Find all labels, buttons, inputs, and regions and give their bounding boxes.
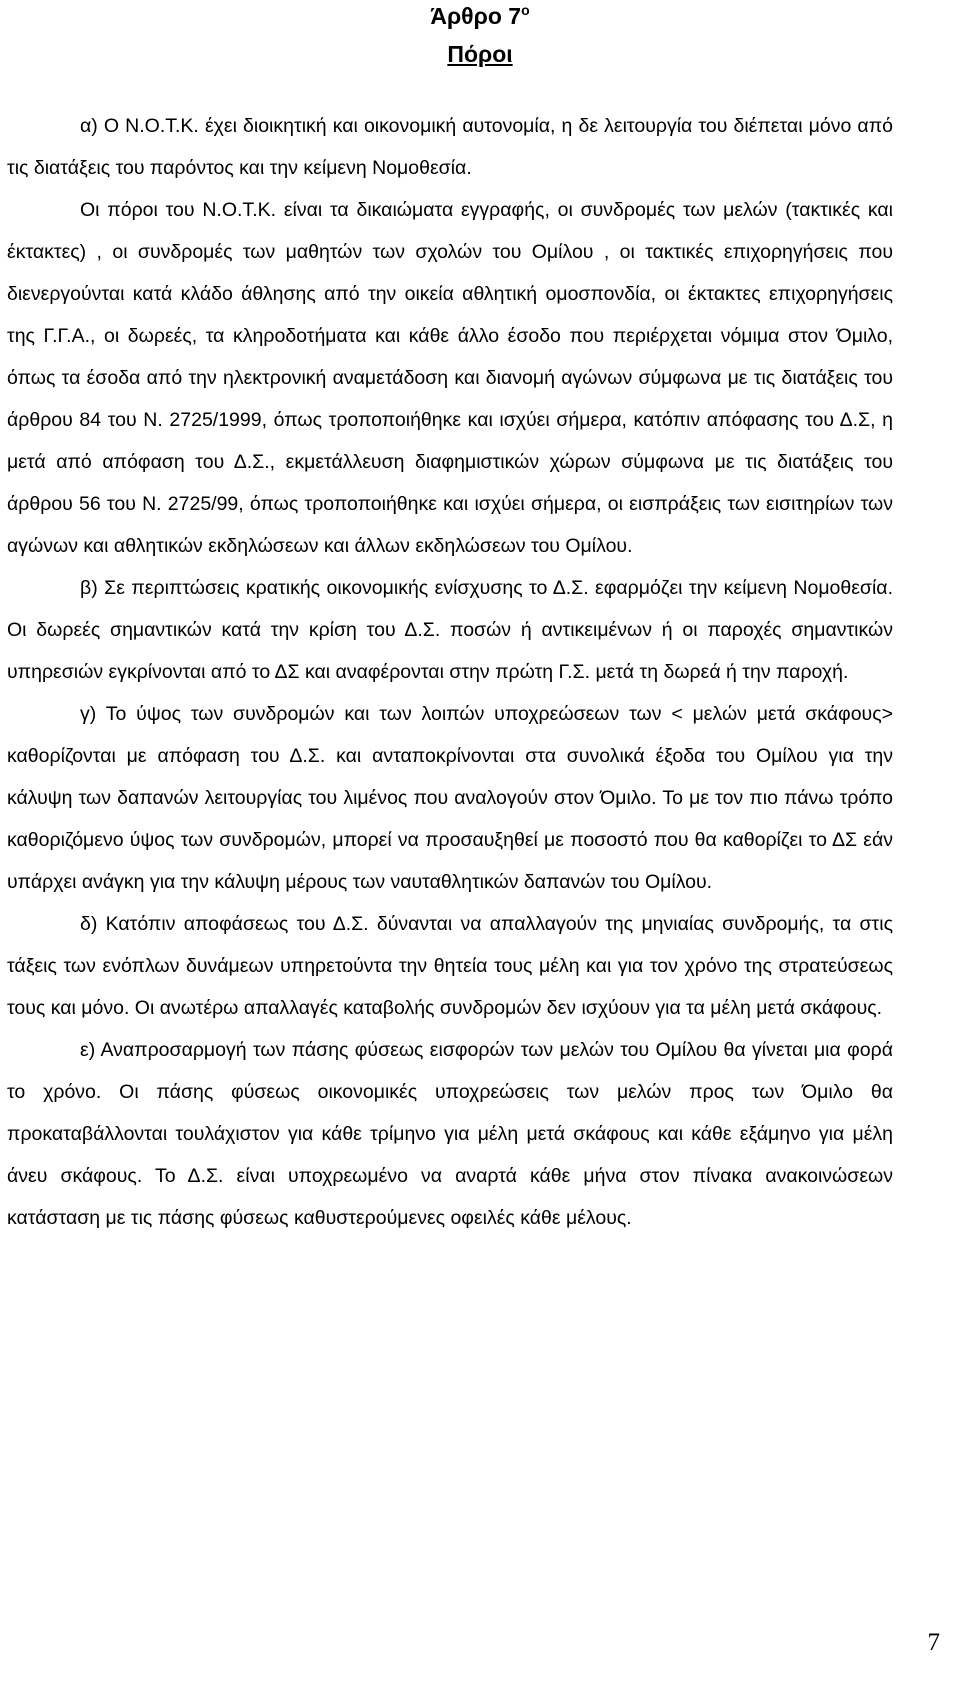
- paragraph-a: α) Ο Ν.Ο.Τ.Κ. έχει διοικητική και οικονομική αυτονομία, η δε λειτουργία του διέπεται μόνο από τις διατάξεις του παρόντος και την κείμενη Νομοθεσία.: [7, 115, 893, 179]
- paragraph-resources: Οι πόροι του Ν.Ο.Τ.Κ. είναι τα δικαιώματα εγγραφής, οι συνδρομές των μελών (τακτικές και έκτακτες) , οι συνδρομές των μαθητών των σχολών του Ομίλου , οι τακτικές επιχορηγήσεις που διενεργούνται κατά κλάδο άθλησης από την οικεία αθλητική ομοσπονδία, οι έκτακτες επιχορηγήσεις της Γ.Γ.Α., οι δωρεές, τα κληροδοτήματα και κάθε άλλο έσοδο που περιέρχεται νόμιμα στον Όμιλο, όπως τα έσοδα από την ηλεκτρονική αναμετάδοση και διανομή αγώνων σύμφωνα με τις διατάξεις του άρθρου 84 του Ν. 2725/1999, όπως τροποποιήθηκε και ισχύει σήμερα, κατόπιν απόφασης του Δ.Σ, η μετά από απόφαση του Δ.Σ., εκμετάλλευση διαφημιστικών χώρων σύμφωνα με τις διατάξεις του άρθρου 56 του Ν. 2725/99, όπως τροποποιήθηκε και ισχύει σήμερα, οι εισπράξεις των εισιτηρίων των αγώνων και αθλητικών εκδηλώσεων και άλλων εκδηλώσεων του Ομίλου.: [7, 199, 893, 557]
- article-title-superscript: ο: [521, 2, 530, 18]
- article-body: [7, 105, 893, 1239]
- page-number: 7: [927, 1629, 940, 1656]
- paragraph-e: ε) Αναπροσαρμογή των πάσης φύσεως εισφορών των μελών του Ομίλου θα γίνεται μια φορά το χρόνο. Οι πάσης φύσεως οικονομικές υποχρεώσεις των μελών προς των Όμιλο θα προκαταβάλλονται τουλάχιστον για κάθε τρίμηνο για μέλη μετά σκάφους και κάθε εξάμηνο για μέλη άνευ σκάφους. Το Δ.Σ. είναι υποχρεωμένο να αναρτά κάθε μήνα στον πίνακα ανακοινώσεων κατάσταση με τις πάσης φύσεως καθυστερούμενες οφειλές κάθε μέλους.: [7, 1039, 893, 1229]
- paragraph-b: β) Σε περιπτώσεις κρατικής οικονομικής ενίσχυσης το Δ.Σ. εφαρμόζει την κείμενη Νομοθεσία. Οι δωρεές σημαντικών κατά την κρίση του Δ.Σ. ποσών ή αντικειμένων ή οι παροχές σημαντικών υπηρεσιών εγκρίνονται από το ΔΣ και αναφέρονται στην πρώτη Γ.Σ. μετά τη δωρεά ή την παροχή.: [7, 577, 893, 683]
- paragraph-d: δ) Κατόπιν αποφάσεως του Δ.Σ. δύνανται να απαλλαγούν της μηνιαίας συνδρομής, τα στις τάξεις των ενόπλων δυνάμεων υπηρετούντα την θητεία τους μέλη και για τον χρόνο της στρατεύσεως τους και μόνο. Οι ανωτέρω απαλλαγές καταβολής συνδρομών δεν ισχύουν για τα μέλη μετά σκάφους.: [7, 913, 893, 1019]
- article-subtitle: Πόροι: [447, 41, 513, 67]
- paragraph-c: γ) Το ύψος των συνδρομών και των λοιπών υποχρεώσεων των < μελών μετά σκάφους> καθορίζονται με απόφαση του Δ.Σ. και ανταποκρίνονται στα συνολικά έξοδα του Ομίλου για την κάλυψη των δαπανών λειτουργίας του λιμένος που αναλογούν στον Όμιλο. Το με τον πιο πάνω τρόπο καθοριζόμενο ύψος των συνδρομών, μπορεί να προσαυξηθεί με ποσοστό που θα καθορίζει το ΔΣ εάν υπάρχει ανάγκη για την κάλυψη μέρους των ναυταθλητικών δαπανών του Ομίλου.: [7, 703, 893, 893]
- article-title-text: Άρθρο 7: [430, 3, 522, 29]
- article-title: [0, 2, 960, 30]
